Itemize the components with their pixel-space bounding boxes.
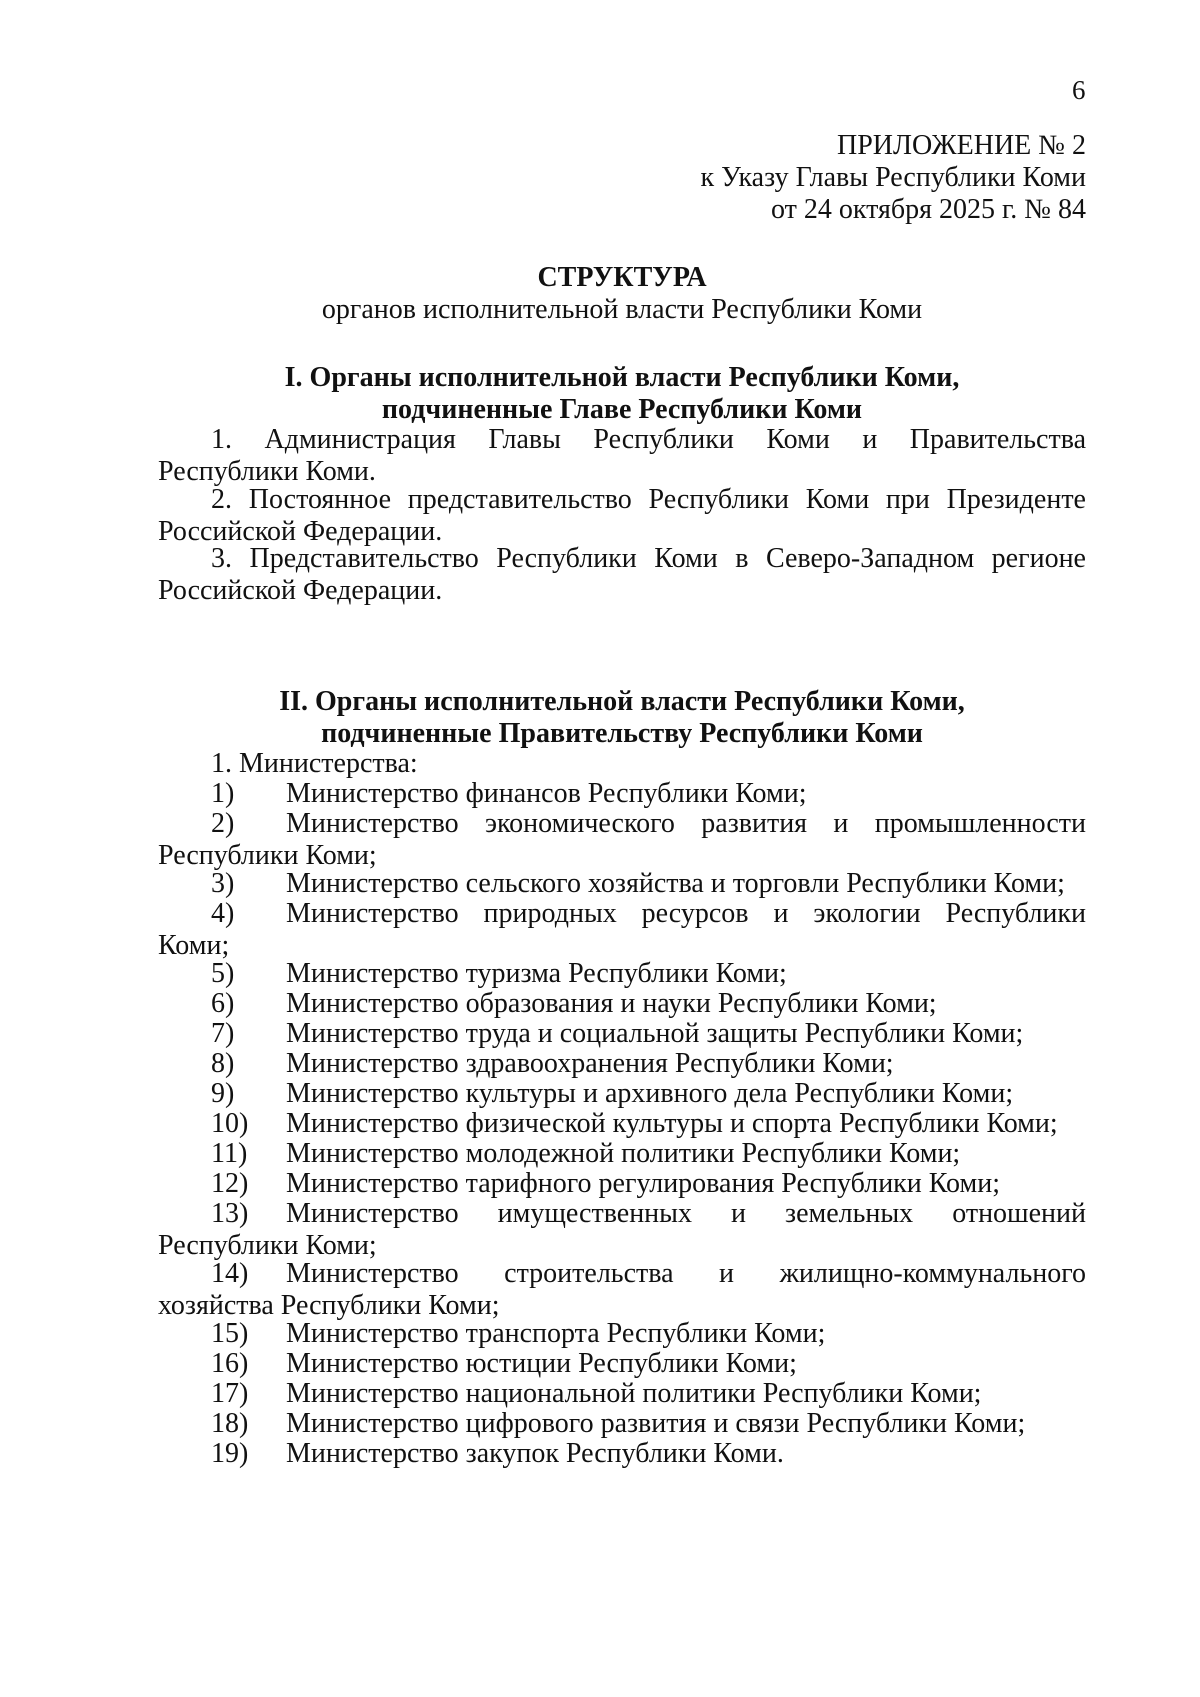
ministry-name: Министерство физической культуры и спорта Республики Коми; <box>286 1108 1058 1139</box>
ministry-item <box>158 958 1086 990</box>
document-title <box>158 262 1086 326</box>
ministry-name: Министерство финансов Республики Коми; <box>286 778 807 809</box>
ministry-name-continued: Республики Коми; <box>158 1230 377 1261</box>
section-1-item-line2: Республики Коми. <box>158 456 376 487</box>
ministry-number: 18) <box>211 1408 249 1439</box>
ministry-name: Министерство туризма Республики Коми; <box>286 958 787 989</box>
ministry-name: Министерство юстиции Республики Коми; <box>286 1348 797 1379</box>
ministry-item <box>158 1408 1086 1440</box>
ministry-number: 4) <box>211 898 235 929</box>
appendix-reference: к Указу Главы Республики Коми <box>700 162 1086 193</box>
ministry-item <box>158 1258 1086 1322</box>
ministry-name: Министерство сельского хозяйства и торговли Республики Коми; <box>286 868 1065 899</box>
ministry-number: 6) <box>211 988 235 1019</box>
ministry-number: 12) <box>211 1168 249 1199</box>
section-2-heading <box>158 686 1086 750</box>
section-2-heading-line1: II. Органы исполнительной власти Республики Коми, <box>279 686 965 717</box>
section-1-heading-line1: I. Органы исполнительной власти Республики Коми, <box>284 362 960 393</box>
ministry-item <box>158 778 1086 810</box>
ministry-name-continued: Республики Коми; <box>158 840 377 871</box>
title-subtitle: органов исполнительной власти Республики Коми <box>321 294 923 325</box>
ministry-item <box>158 1168 1086 1200</box>
ministry-item <box>158 1378 1086 1410</box>
ministry-item <box>158 1018 1086 1050</box>
section-1-heading <box>158 362 1086 426</box>
ministry-number: 10) <box>211 1108 249 1139</box>
ministry-name: Министерство экономического развития и промышленности <box>286 808 1086 839</box>
ministry-item <box>158 808 1086 872</box>
ministry-item <box>158 1108 1086 1140</box>
appendix-number: ПРИЛОЖЕНИЕ № 2 <box>837 130 1086 161</box>
ministry-number: 14) <box>211 1258 249 1289</box>
ministries-label <box>158 748 1086 780</box>
ministries-label-text: 1. Министерства: <box>211 748 418 779</box>
ministry-name: Министерство здравоохранения Республики Коми; <box>286 1048 894 1079</box>
ministry-item <box>158 1138 1086 1170</box>
ministry-number: 13) <box>211 1198 249 1229</box>
ministry-number: 2) <box>211 808 235 839</box>
ministry-number: 9) <box>211 1078 235 1109</box>
appendix-header <box>701 130 1086 226</box>
section-1-heading-line2: подчиненные Главе Республики Коми <box>381 394 863 425</box>
ministry-item <box>158 868 1086 900</box>
page-number: 6 <box>1072 75 1086 105</box>
ministry-number: 19) <box>211 1438 249 1469</box>
ministry-item <box>158 1048 1086 1080</box>
ministry-name: Министерство имущественных и земельных отношений <box>286 1198 1086 1229</box>
ministry-number: 15) <box>211 1318 249 1349</box>
ministry-name: Министерство молодежной политики Республики Коми; <box>286 1138 961 1169</box>
ministry-name: Министерство труда и социальной защиты Республики Коми; <box>286 1018 1024 1049</box>
ministry-name: Министерство природных ресурсов и экологии Республики <box>286 898 1086 929</box>
section-1-item <box>158 484 1086 548</box>
ministry-number: 5) <box>211 958 235 989</box>
section-1-item-line2: Российской Федерации. <box>158 516 443 547</box>
ministry-item <box>158 898 1086 962</box>
ministry-name: Министерство цифрового развития и связи Республики Коми; <box>286 1408 1026 1439</box>
section-1-item-line1: 1. Администрация Главы Республики Коми и Правительства <box>211 424 1086 455</box>
ministry-name: Министерство строительства и жилищно-коммунального <box>286 1258 1086 1289</box>
ministry-name-continued: хозяйства Республики Коми; <box>158 1290 500 1321</box>
ministry-number: 8) <box>211 1048 235 1079</box>
ministry-item <box>158 1198 1086 1262</box>
ministry-item <box>158 1078 1086 1110</box>
section-2-heading-line2: подчиненные Правительству Республики Коми <box>321 718 923 749</box>
ministry-number: 11) <box>211 1138 248 1169</box>
ministry-number: 1) <box>211 778 235 809</box>
ministry-number: 3) <box>211 868 235 899</box>
section-1-item <box>158 424 1086 488</box>
ministry-item <box>158 1318 1086 1350</box>
title-main: СТРУКТУРА <box>537 262 707 293</box>
ministry-name: Министерство закупок Республики Коми. <box>286 1438 784 1469</box>
ministry-name: Министерство культуры и архивного дела Республики Коми; <box>286 1078 1014 1109</box>
ministry-name: Министерство национальной политики Республики Коми; <box>286 1378 982 1409</box>
ministry-name-continued: Коми; <box>158 930 230 961</box>
ministry-number: 16) <box>211 1348 249 1379</box>
ministry-item <box>158 988 1086 1020</box>
section-1-item-line2: Российской Федерации. <box>158 575 443 606</box>
ministry-number: 7) <box>211 1018 235 1049</box>
section-1-item-line1: 2. Постоянное представительство Республики Коми при Президенте <box>211 484 1086 515</box>
ministry-name: Министерство тарифного регулирования Республики Коми; <box>286 1168 1000 1199</box>
ministry-name: Министерство образования и науки Республики Коми; <box>286 988 937 1019</box>
appendix-date: от 24 октября 2025 г. № 84 <box>770 194 1086 225</box>
section-1-item-line1: 3. Представительство Республики Коми в Северо-Западном регионе <box>211 543 1086 574</box>
ministry-name: Министерство транспорта Республики Коми; <box>286 1318 826 1349</box>
ministry-item <box>158 1348 1086 1380</box>
section-1-item <box>158 543 1086 607</box>
ministry-item <box>158 1438 1086 1470</box>
ministry-number: 17) <box>211 1378 249 1409</box>
